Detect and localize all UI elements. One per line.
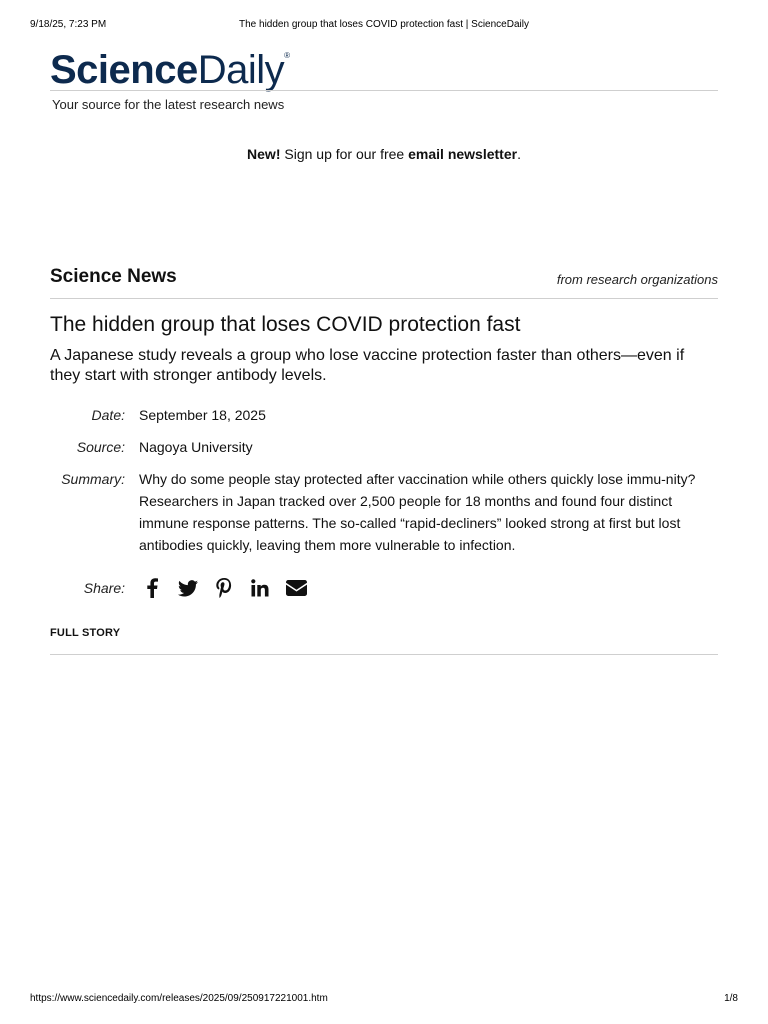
full-story-label: FULL STORY: [50, 627, 121, 639]
section-title[interactable]: Science News: [50, 266, 177, 287]
section-subtitle: from research organizations: [556, 272, 718, 287]
print-url: https://www.sciencedaily.com/releases/2025/09/250917221001.htm: [30, 993, 328, 1004]
summary-label: Summary:: [61, 471, 125, 487]
sciencedaily-logo[interactable]: [50, 46, 290, 94]
newsletter-link[interactable]: email newsletter: [408, 146, 518, 162]
source-row: [0, 436, 718, 458]
facebook-icon[interactable]: [140, 576, 164, 600]
share-icons: [140, 576, 308, 600]
logo-daily-text: Daily: [197, 48, 285, 92]
pinterest-icon[interactable]: [212, 576, 236, 600]
date-label: Date:: [91, 407, 125, 423]
site-tagline: Your source for the latest research news: [52, 97, 285, 112]
article-headline: The hidden group that loses COVID protection fast: [50, 313, 521, 336]
logo-registered-mark: ®: [284, 51, 291, 60]
header-divider: [50, 90, 718, 91]
print-document-title: The hidden group that loses COVID protection fast | ScienceDaily: [239, 19, 529, 30]
newsletter-promo: [0, 146, 768, 162]
print-footer: [30, 993, 738, 1007]
share-row: [0, 574, 400, 602]
print-page-number: 1/8: [724, 993, 738, 1004]
share-label: Share:: [83, 580, 125, 596]
date-value: September 18, 2025: [139, 407, 266, 423]
date-row: [0, 404, 718, 426]
source-value: Nagoya University: [139, 439, 253, 455]
linkedin-icon[interactable]: [248, 576, 272, 600]
newsletter-text: Sign up for our free: [280, 146, 409, 162]
logo-science-text: Science: [50, 48, 198, 92]
twitter-icon[interactable]: [176, 576, 200, 600]
full-story-divider: [50, 654, 718, 655]
summary-row: [0, 468, 718, 558]
newsletter-period: .: [517, 146, 521, 162]
summary-text: Why do some people stay protected after vaccination while others quickly lose immu-nity? Researchers in Japan tracked over 2,500 people for 18 months and found four distinct immune response patterns. The so-called “rapid-decliners” looked strong at first but lost antibodies quickly, leaving them more vulnerable to infection.: [139, 471, 696, 553]
print-header: [30, 19, 738, 33]
email-icon[interactable]: [284, 576, 308, 600]
section-divider: [50, 298, 718, 299]
newsletter-new-label: New!: [247, 146, 281, 162]
print-timestamp: 9/18/25, 7:23 PM: [30, 19, 107, 30]
article-subtitle: A Japanese study reveals a group who lose vaccine protection faster than others—even if they start with stronger antibody levels.: [50, 347, 685, 384]
source-label: Source:: [76, 439, 125, 455]
